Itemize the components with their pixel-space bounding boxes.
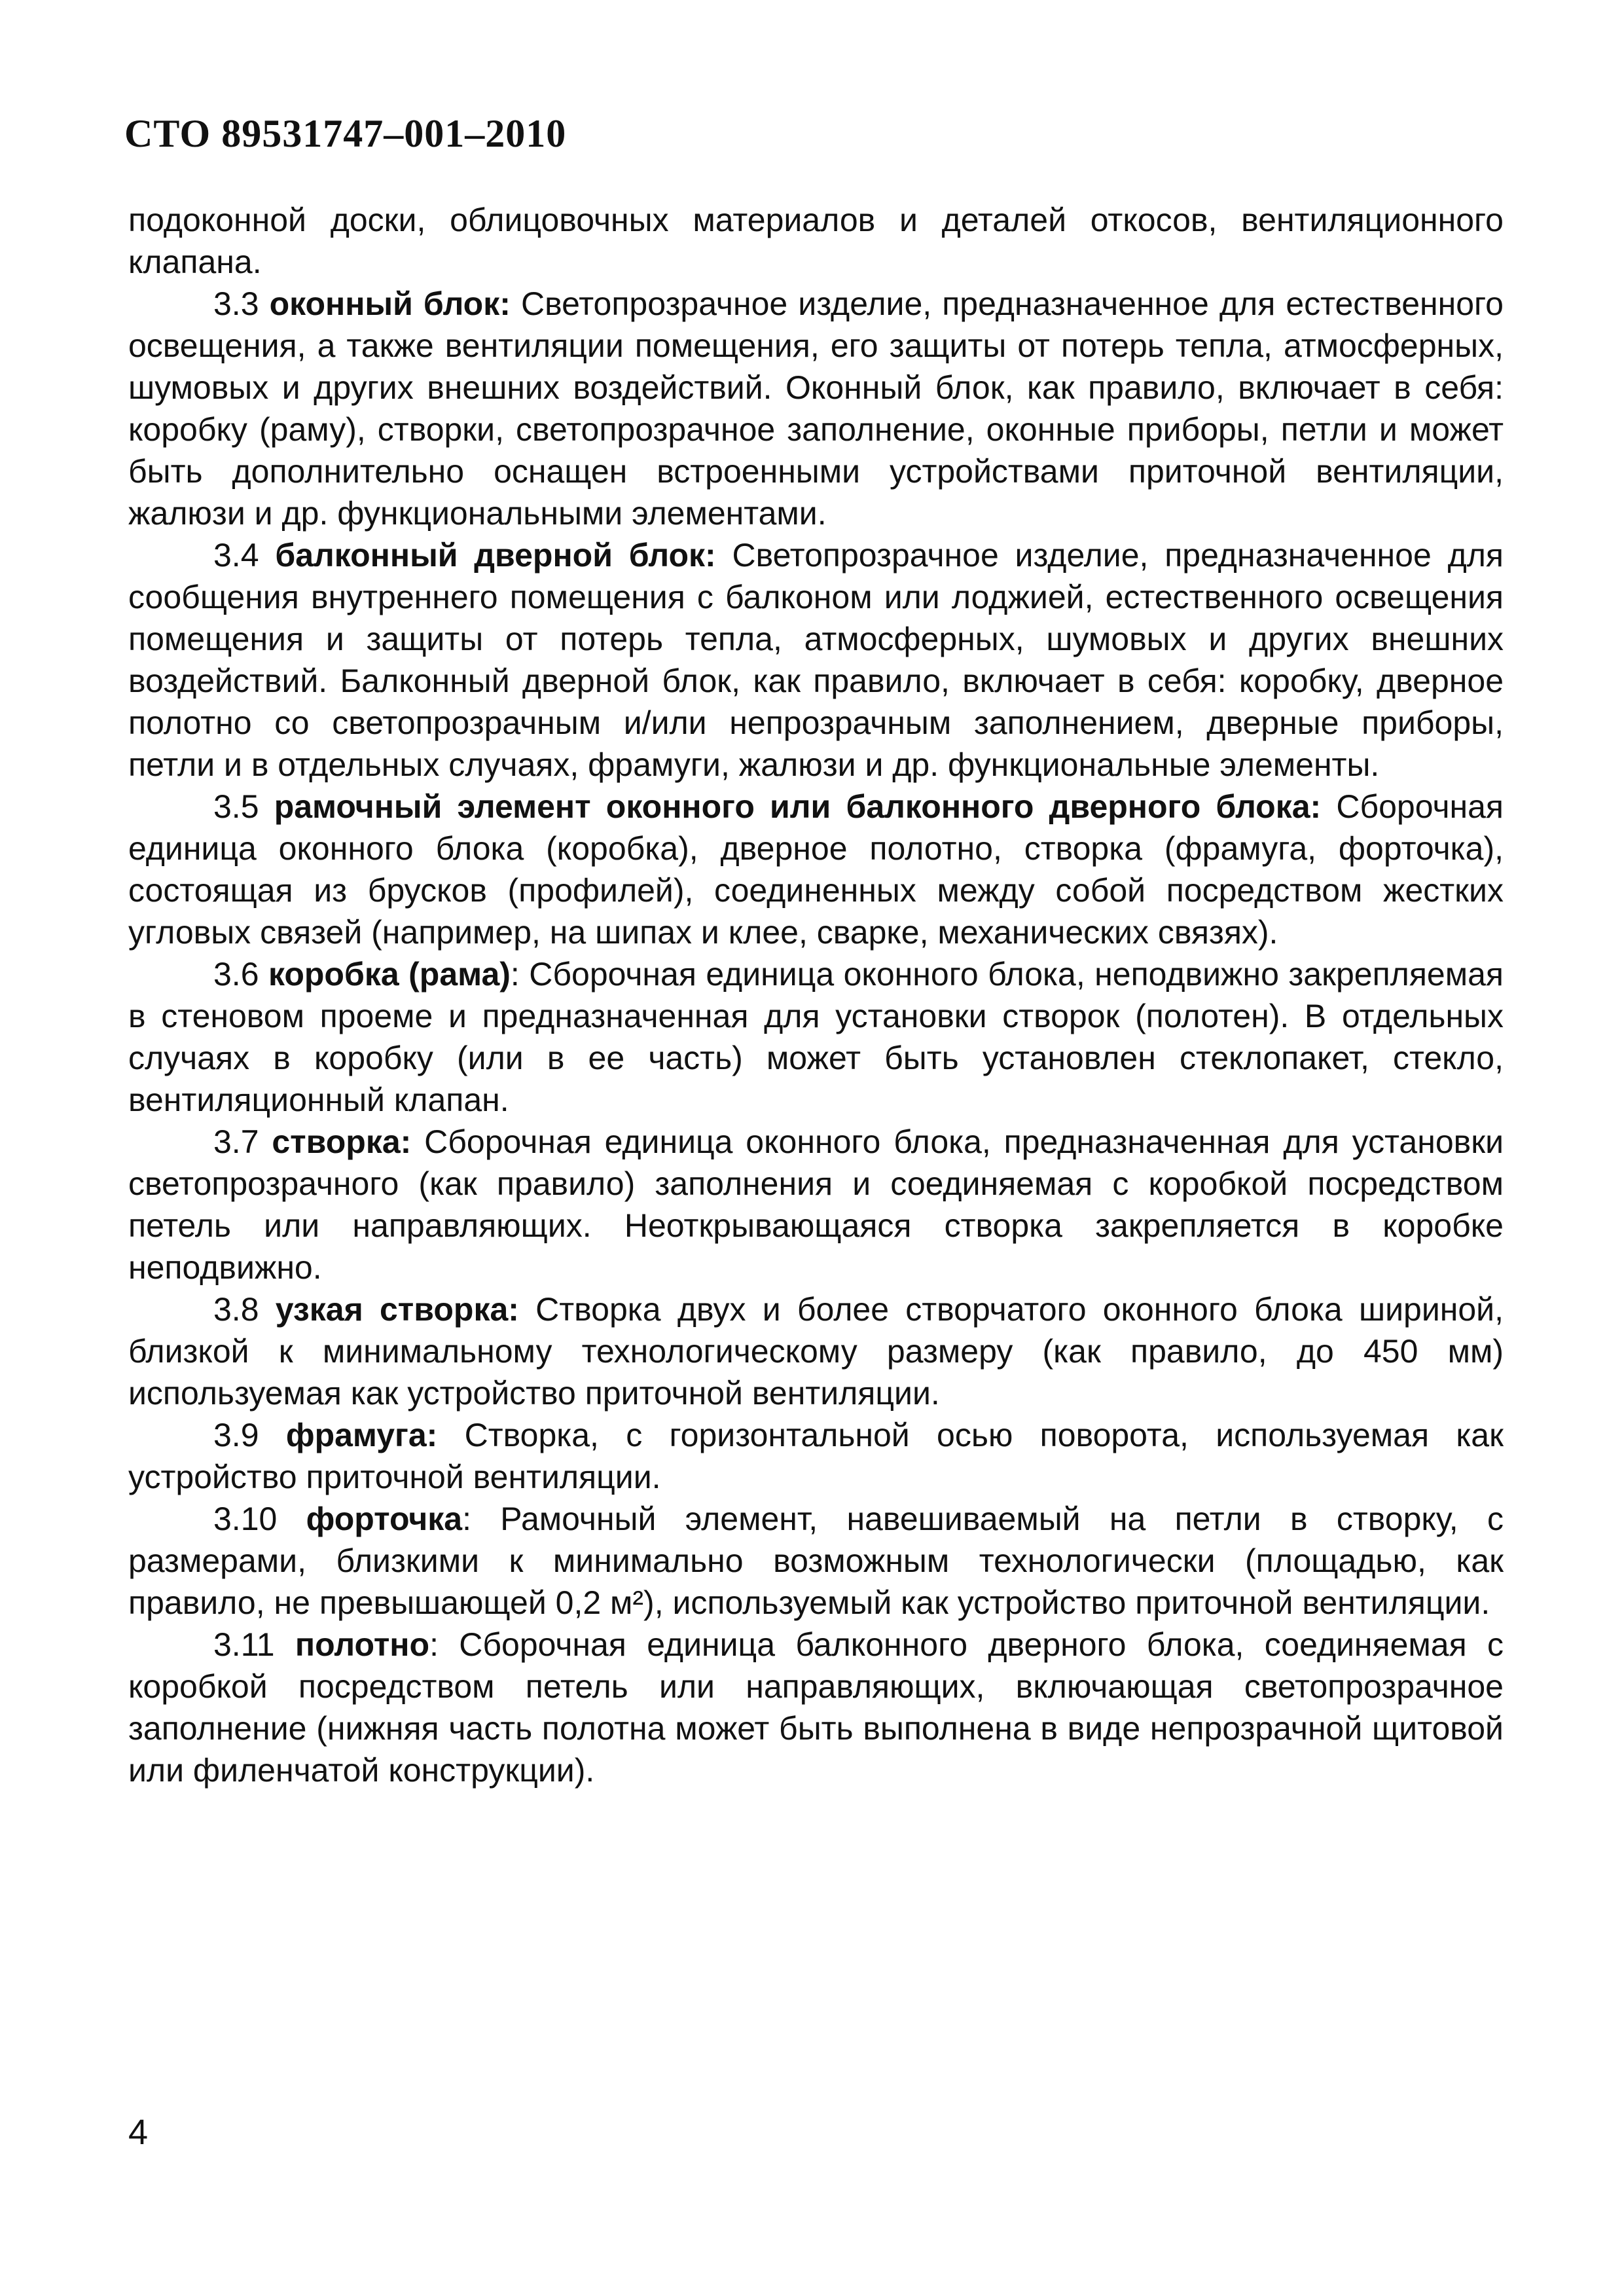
definition-3-7 [128, 1121, 1504, 1288]
definition-3-10 [128, 1498, 1504, 1624]
definition-number: 3.8 [213, 1291, 276, 1328]
definition-text: Створка двух и более створчатого оконного блока шириной, близкой к минимальному технологическому размеру (как правило, до 450 мм) используемая как устройство приточной вентиляции. [128, 1291, 1504, 1412]
document-body [128, 199, 1504, 1791]
definition-term: полотно [295, 1626, 430, 1663]
definition-3-5 [128, 786, 1504, 953]
definition-term: узкая створка: [275, 1291, 519, 1328]
definition-3-8 [128, 1288, 1504, 1414]
definition-number: 3.4 [213, 537, 276, 574]
definition-term: форточка [306, 1501, 463, 1537]
definition-3-4 [128, 534, 1504, 786]
definition-number: 3.7 [213, 1123, 272, 1160]
definition-term: створка: [272, 1123, 412, 1160]
definition-3-9 [128, 1414, 1504, 1498]
definition-term: фрамуга: [285, 1417, 438, 1453]
definition-text: : Сборочная единица оконного блока, неподвижно закрепляемая в стеновом проеме и предназначенная для установки створок (полотен). В отдельных случаях в коробку (или в ее часть) может быть установлен стеклопакет, стекло, вентиляционный клапан. [128, 956, 1504, 1118]
definition-text: Светопрозрачное изделие, предназначенное для сообщения внутреннего помещения с балконом или лоджией, естественного освещения помещения и защиты от потерь тепла, атмосферных, шумовых и других внешних воздействий. Балконный дверной блок, как правило, включает в себя: коробку, дверное полотно со светопрозрачным и/или непрозрачным заполнением, дверные приборы, петли и в отдельных случаях, фрамуги, жалюзи и др. функциональные элементы. [128, 537, 1504, 783]
definition-3-6 [128, 953, 1504, 1121]
definition-3-11 [128, 1624, 1504, 1791]
definition-text: Светопрозрачное изделие, предназначенное для естественного освещения, а также вентиляции помещения, его защиты от потерь тепла, атмосферных, шумовых и других внешних воздействий. Оконный блок, как правило, включает в себя: коробку (раму), створки, светопрозрачное заполнение, оконные приборы, петли и может быть дополнительно оснащен встроенными устройствами приточной вентиляции, жалюзи и др. функциональными элементами. [128, 285, 1504, 532]
definition-text: Сборочная единица оконного блока, предназначенная для установки светопрозрачного (как правило) заполнения и соединяемая с коробкой посредством петель или направляющих. Неоткрывающаяся створка закрепляется в коробке неподвижно. [128, 1123, 1504, 1286]
definition-number: 3.10 [213, 1501, 306, 1537]
definition-term: балконный дверной блок: [275, 537, 716, 574]
definition-text: Створка, с горизонтальной осью поворота, используемая как устройство приточной вентиляции. [128, 1417, 1504, 1495]
definition-term: оконный блок: [269, 285, 511, 322]
page-number: 4 [128, 2113, 149, 2152]
definition-number: 3.3 [213, 285, 270, 322]
definition-text: : Сборочная единица балконного дверного блока, соединяемая с коробкой посредством петель или направляющих, включающая светопрозрачное заполнение (нижняя часть полотна может быть выполнена в виде непрозрачной щитовой или филенчатой конструкции). [128, 1626, 1504, 1789]
definition-term: коробка (рама) [268, 956, 511, 993]
definition-term: рамочный элемент оконного или балконного дверного блока: [274, 788, 1322, 825]
paragraph-continuation [128, 199, 1504, 283]
definition-number: 3.11 [213, 1626, 295, 1663]
definition-number: 3.9 [213, 1417, 286, 1453]
definition-number: 3.5 [213, 788, 274, 825]
paragraph-text: подоконной доски, облицовочных материалов и деталей откосов, вентиляционного клапана. [128, 202, 1504, 280]
definition-text: Сборочная единица оконного блока (коробка), дверное полотно, створка (фрамуга, форточка), состоящая из брусков (профилей), соединенных между собой посредством жестких угловых связей (например, на шипах и клее, сварке, механических связях). [128, 788, 1504, 951]
definition-3-3 [128, 283, 1504, 534]
definition-number: 3.6 [213, 956, 268, 993]
document-code-header: СТО 89531747–001–2010 [124, 112, 567, 155]
definition-text: : Рамочный элемент, навешиваемый на петли в створку, с размерами, близкими к минимально возможным технологически (площадью, как правило, не превышающей 0,2 м²), используемый как устройство приточной вентиляции. [128, 1501, 1504, 1621]
